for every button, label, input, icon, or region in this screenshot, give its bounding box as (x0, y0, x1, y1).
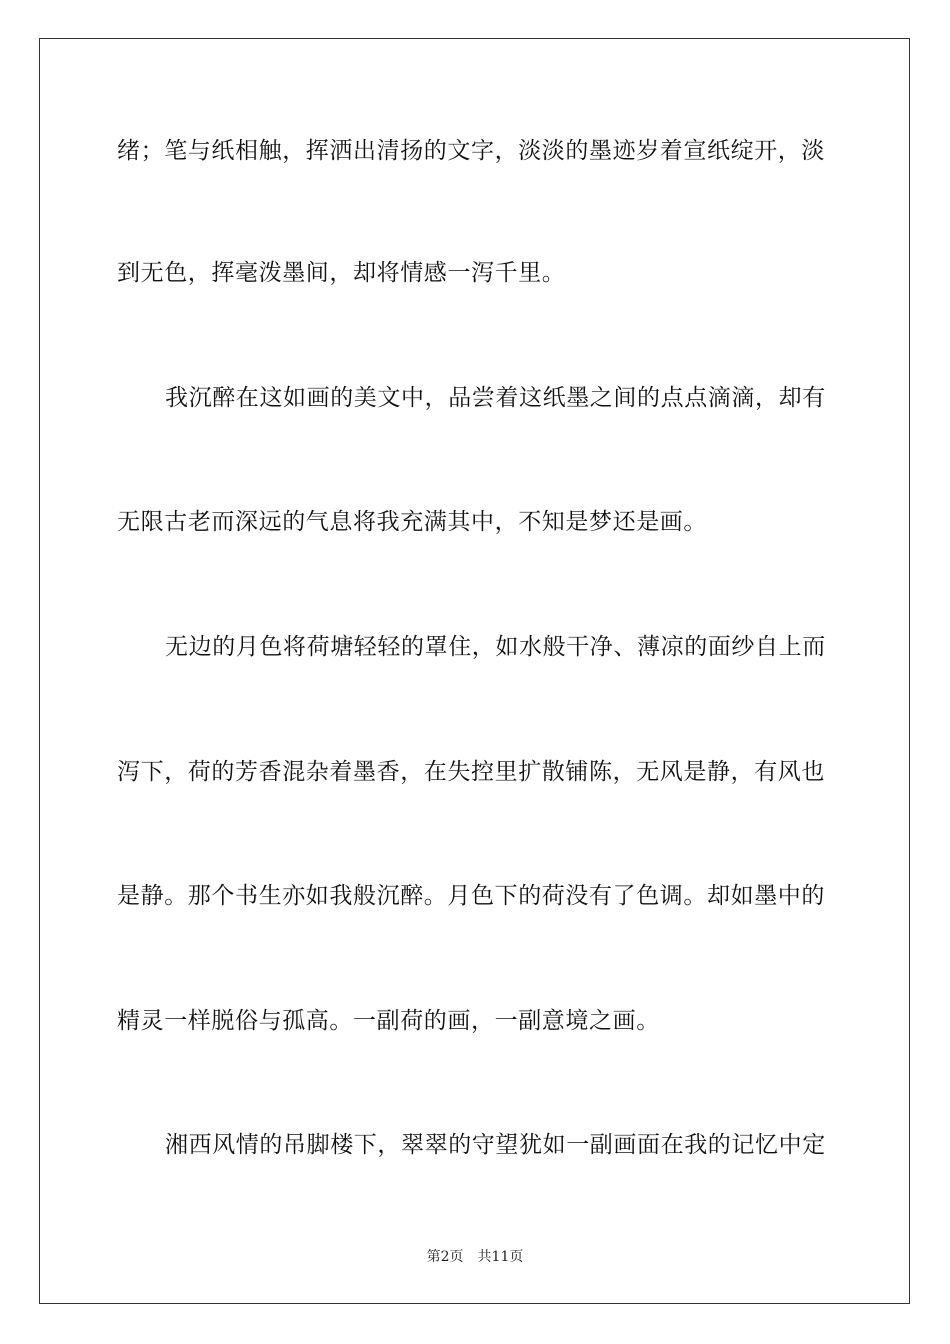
text-line-8: 精灵一样脱俗与孤高。一副荷的画，一副意境之画。 (117, 1008, 660, 1034)
page-total: 共11页 (477, 1249, 524, 1265)
page-number: 第2页 (426, 1249, 464, 1265)
page-border (39, 38, 910, 1304)
text-line-9: 湘西风情的吊脚楼下，翠翠的守望犹如一副画面在我的记忆中定 (165, 1132, 826, 1158)
text-line-1: 绪；笔与纸相触，挥洒出清扬的文字，淡淡的墨迹岁着宣纸绽开，淡 (117, 138, 825, 164)
text-line-4: 无限古老而深远的气息将我充满其中，不知是梦还是画。 (117, 509, 707, 535)
text-line-2: 到无色，挥毫泼墨间，却将情感一泻千里。 (117, 260, 566, 286)
text-line-3: 我沉醉在这如画的美文中，品尝着这纸墨之间的点点滴滴，却有 (165, 385, 826, 411)
text-line-6: 泻下，荷的芳香混杂着墨香，在失控里扩散铺陈，无风是静，有风也 (117, 759, 825, 785)
text-line-7: 是静。那个书生亦如我般沉醉。月色下的荷没有了色调。却如墨中的 (117, 883, 825, 909)
page-footer (0, 1248, 950, 1266)
text-line-5: 无边的月色将荷塘轻轻的罩住，如水般干净、薄凉的面纱自上而 (165, 634, 826, 660)
